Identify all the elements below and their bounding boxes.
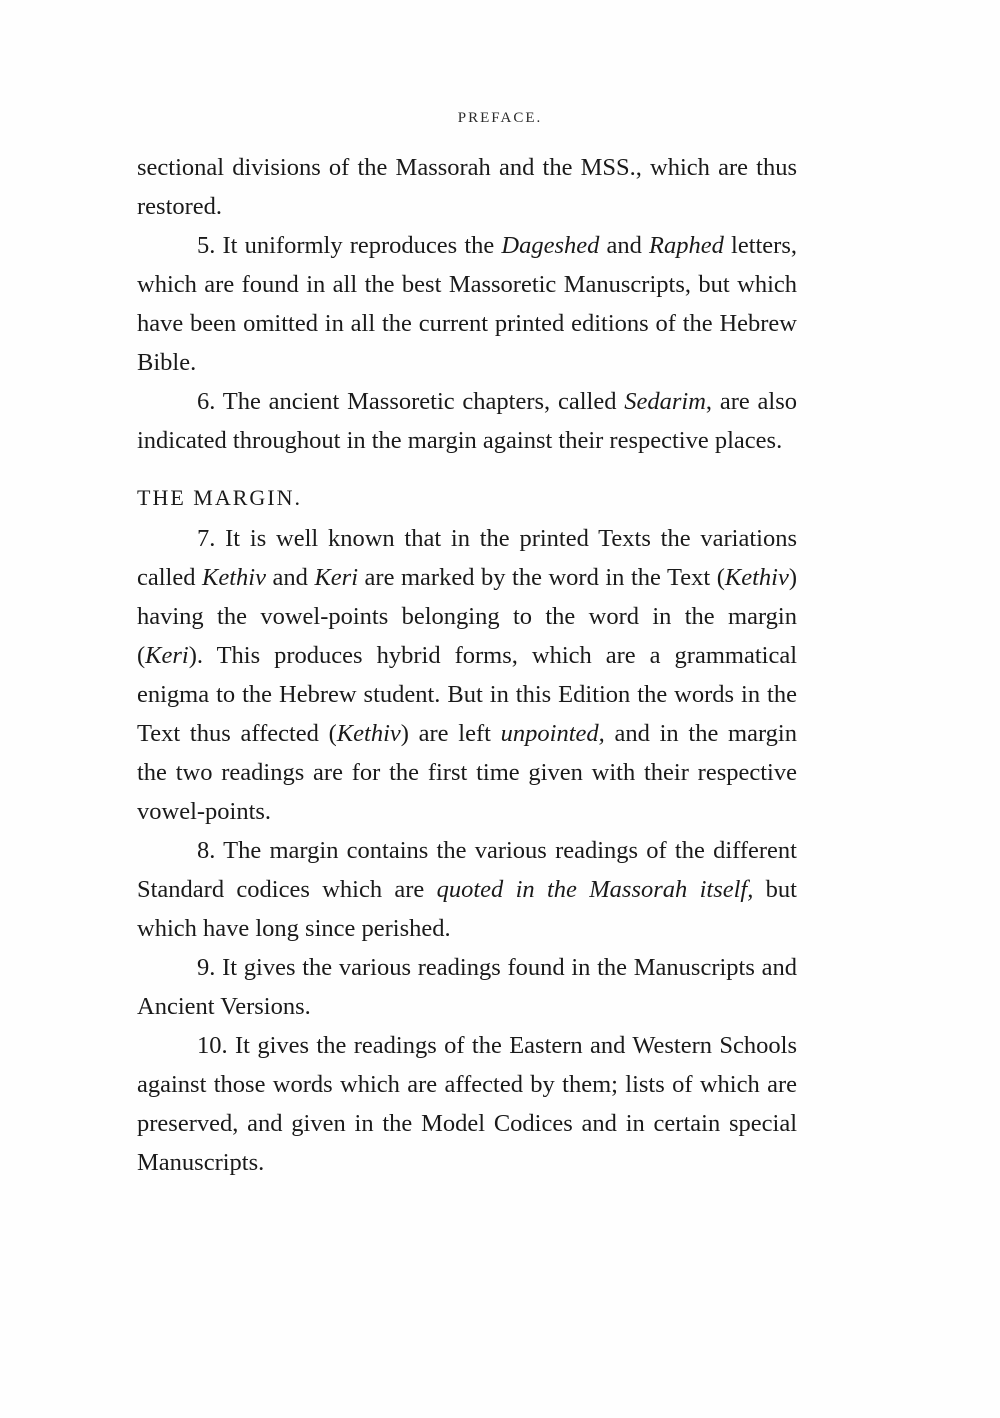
p8-quoted-phrase: quoted in the Massorah itself, <box>436 876 754 903</box>
p8-text-a: 8. The margin contains the various readings of the different Standard codices which are <box>137 837 797 903</box>
p5-text-c: and <box>599 232 650 259</box>
page-body <box>137 148 797 1182</box>
p7-text-a: 7. It is well known that in the printed Texts the variations called <box>137 525 797 591</box>
section-heading: THE MARGIN. <box>137 485 302 510</box>
paragraph-8 <box>137 831 797 948</box>
paragraph-5 <box>137 226 797 382</box>
p8-text-c: but which have long since perished. <box>137 876 797 942</box>
p5-text-e: letters, which are found in all the best Massoretic Manuscripts, but which have been omitted in all the current printed editions of the Hebrew Bible. <box>137 232 797 376</box>
p6-term-sedarim: Sedarim <box>624 388 706 415</box>
p6-text-c: , are also indicated throughout in the margin against their respective places. <box>137 388 798 454</box>
p7-text-m: and in the margin the two readings are for the first time given with their respective vowel-points. <box>137 720 797 825</box>
p6-text-a: 6. The ancient Massoretic chapters, called <box>197 388 625 415</box>
paragraph-continuation: sectional divisions of the Massorah and the MSS., which are thus restored. <box>137 154 797 220</box>
p5-text-a: 5. It uniformly reproduces the <box>197 232 502 259</box>
p7-term-keri-1: Keri <box>314 564 359 591</box>
paragraph-10: 10. It gives the readings of the Eastern and Western Schools against those words which are affected by them; lists of which are preserved, and given in the Model Codices and in certain special Manuscripts. <box>137 1032 797 1176</box>
p7-term-keri-2: Keri <box>145 642 189 669</box>
p7-term-kethiv-1: Kethiv <box>202 564 266 591</box>
p7-term-kethiv-2: Kethiv <box>724 564 789 591</box>
p7-text-k: ) are left <box>400 720 501 747</box>
p7-text-c: and <box>266 564 315 591</box>
running-head: PREFACE. <box>457 110 543 126</box>
paragraph-9: 9. It gives the various readings found in the Manuscripts and Ancient Versions. <box>137 954 797 1020</box>
paragraph-6 <box>137 382 797 460</box>
p5-term-raphed: Raphed <box>649 232 724 259</box>
p7-text-g: ) having the vowel-points belonging to the word in the margin ( <box>137 564 798 669</box>
p7-term-kethiv-3: Kethiv <box>336 720 401 747</box>
p5-term-dageshed: Dageshed <box>501 232 600 259</box>
p7-text-e: are marked by the word in the Text ( <box>358 564 725 591</box>
paragraph-7 <box>137 519 797 831</box>
p7-term-unpointed: unpointed, <box>500 720 605 747</box>
p7-text-i: ). This produces hybrid forms, which are a grammatical enigma to the Hebrew student. But in this Edition the words in the Text thus affected ( <box>137 642 797 747</box>
